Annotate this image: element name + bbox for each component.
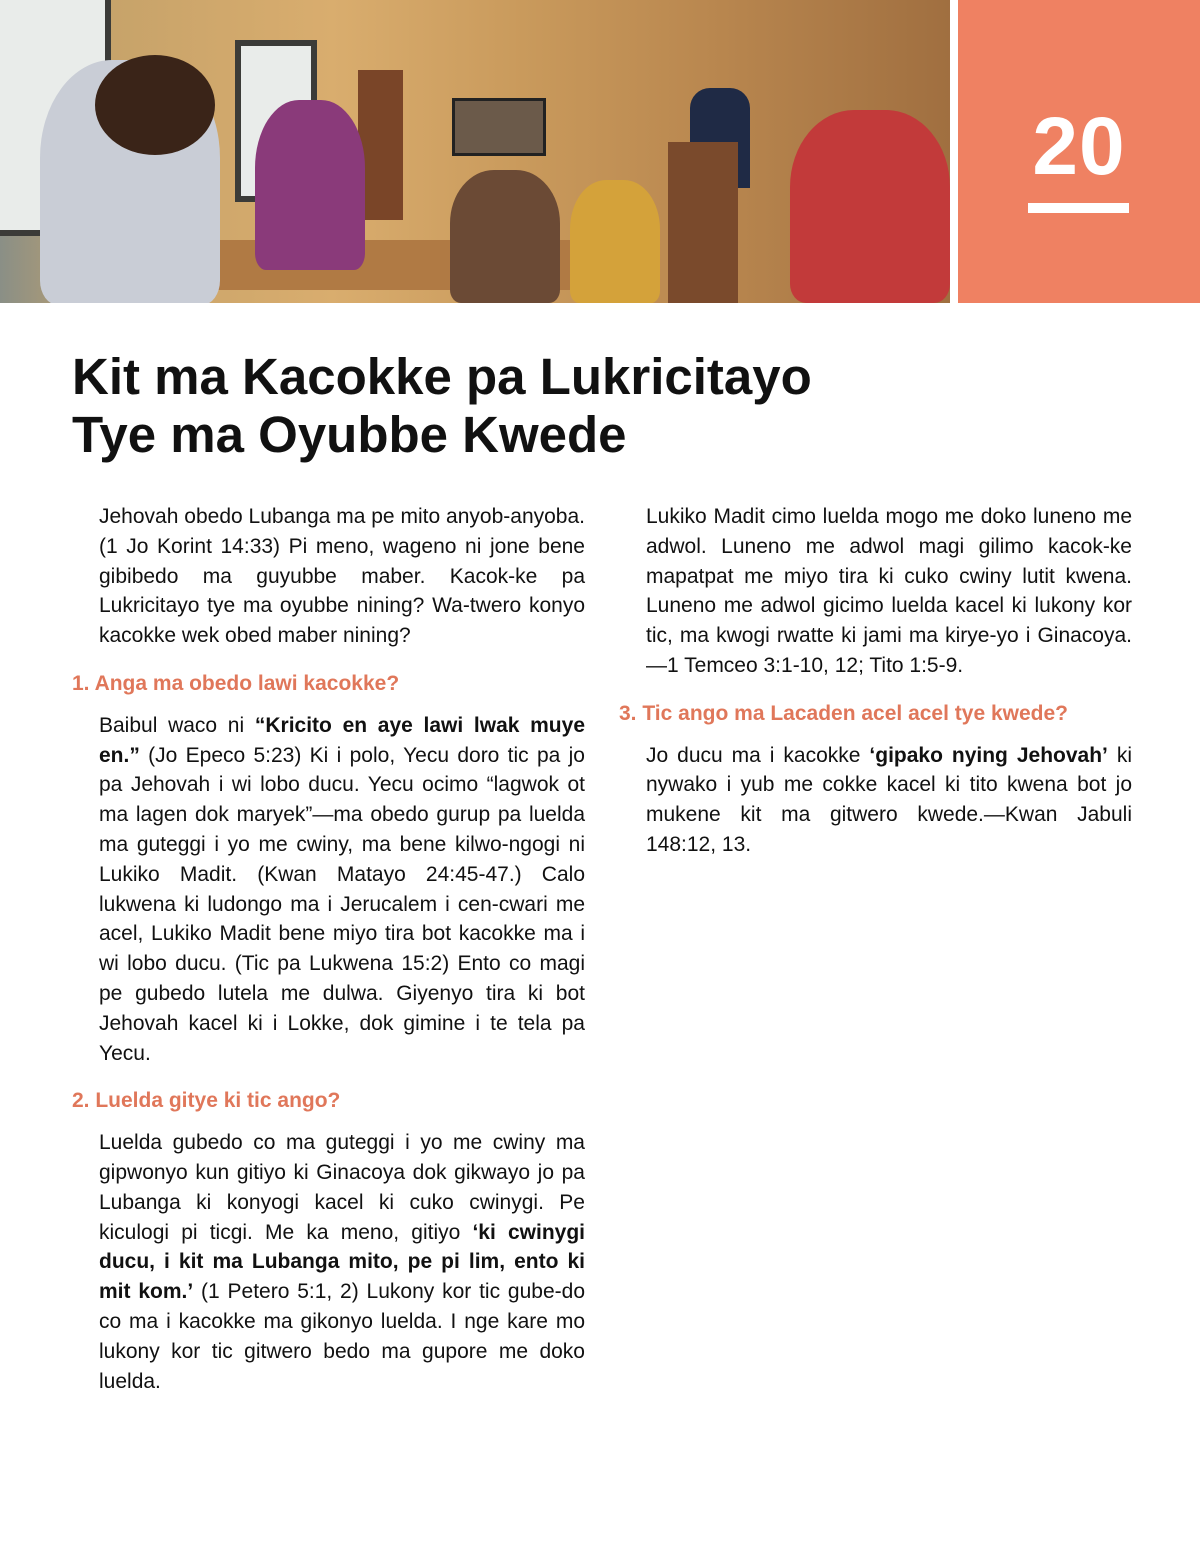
text-run: Jehovah obedo Lubanga ma pe mito anyob-anyoba. (1 Jo Korint 14:33) Pi meno, wageno ni jone bene gibibedo ma guyubbe maber. Kacok-ke pa Lukricitayo tye ma oyubbe nining? Wa-twero konyo kacokke wek obed maber nining? [99,505,585,648]
person [255,100,365,270]
section-heading: 2. Luelda gitye ki tic ango? [72,1089,341,1113]
section-heading: 1. Anga ma obedo lawi kacokke? [72,671,400,695]
text-run: Lukiko Madit cimo luelda mogo me doko luneno me adwol. Luneno me adwol magi gilimo kacok-ke mapatpat me miyo tira ki cuko cwiny lutit kwena. Luneno me adwol gicimo luelda kacel ki lukony kor tic, ma kwogi rwatte ki jami ma kirye-yo i Ginacoya.—1 Temceo 3:1-10, 12; Tito 1:5-9. [646,505,1132,677]
section-paragraph [99,711,585,1069]
person-head [95,55,215,155]
person [450,170,560,303]
section-paragraph [99,1128,585,1396]
bold-quote: “Kricito en aye lawi lwak muye en.” [99,713,585,767]
left-column [72,502,586,1414]
text-run: (1 Petero 5:1, 2) Lukony kor tic gube-do co ma i kacokke ma gikonyo luelda. I nge kare mo lukony kor tic gitwero bedo ma gupore me doko luelda. [99,1280,585,1393]
lesson-number-underline [1028,203,1129,213]
section-paragraph [646,502,1132,681]
text-run: Jo ducu ma i kacokke [646,743,870,767]
text-run: (Jo Epeco 5:23) Ki i polo, Yecu doro tic pa jo pa Jehovah i wi lobo ducu. Yecu ocimo “lagwok ot ma lagen dok maryek”—ma obedo gurup pa luelda ma guteggi i yo me cwiny, ma bene kilwo-ngogi ni Lukiko Madit. (Kwan Matayo 24:45-47.) Calo lukwena ki ludongo ma i Jerucalem i cen-cwari me acel, Lukiko Madit bene miyo tira bot kacokke ma i wi lobo ducu. (Tic pa Lukwena 15:2) Ento co magi pe gubedo lutela me dulwa. Giyenyo tira ki bot Jehovah kacel ki i Lokke, dok gimine i te tela pa Yecu. [99,743,585,1065]
intro-paragraph [99,502,585,651]
person [790,110,950,303]
right-column [619,502,1133,878]
pulpit [668,142,738,303]
section-heading: 3. Tic ango ma Lacaden acel acel tye kwede? [619,701,1068,725]
title-line: Kit ma Kacokke pa Lukricitayo [72,348,812,405]
person [570,180,660,303]
page-title [72,348,972,464]
bold-quote: ‘ki cwinygi ducu, i kit ma Lubanga mito, pe pi lim, ento ki mit kom.’ [99,1220,586,1304]
lesson-number-panel [958,0,1200,303]
hero-photo-congregation-meeting [0,0,950,303]
text-run: Baibul waco ni [99,713,255,737]
text-run: Luelda gubedo co ma guteggi i yo me cwiny ma gipwonyo kun gitiyo ki Ginacoya dok gikwayo jo pa Lubanga ki konyogi kacel ki cuko cwinygi. Pe kiculogi pi ticgi. Me ka meno, gitiyo [99,1131,585,1244]
bold-quote: ‘gipako nying Jehovah’ [869,743,1108,767]
title-line: Tye ma Oyubbe Kwede [72,406,627,463]
section-paragraph [646,741,1132,860]
text-run: ki nywako i yub me cokke kacel ki tito kwena bot jo mukene kit ma gitwero kwede.—Kwan Jabuli 148:12, 13. [646,743,1133,856]
lesson-number: 20 [1032,101,1126,192]
tv-screen [452,98,546,156]
